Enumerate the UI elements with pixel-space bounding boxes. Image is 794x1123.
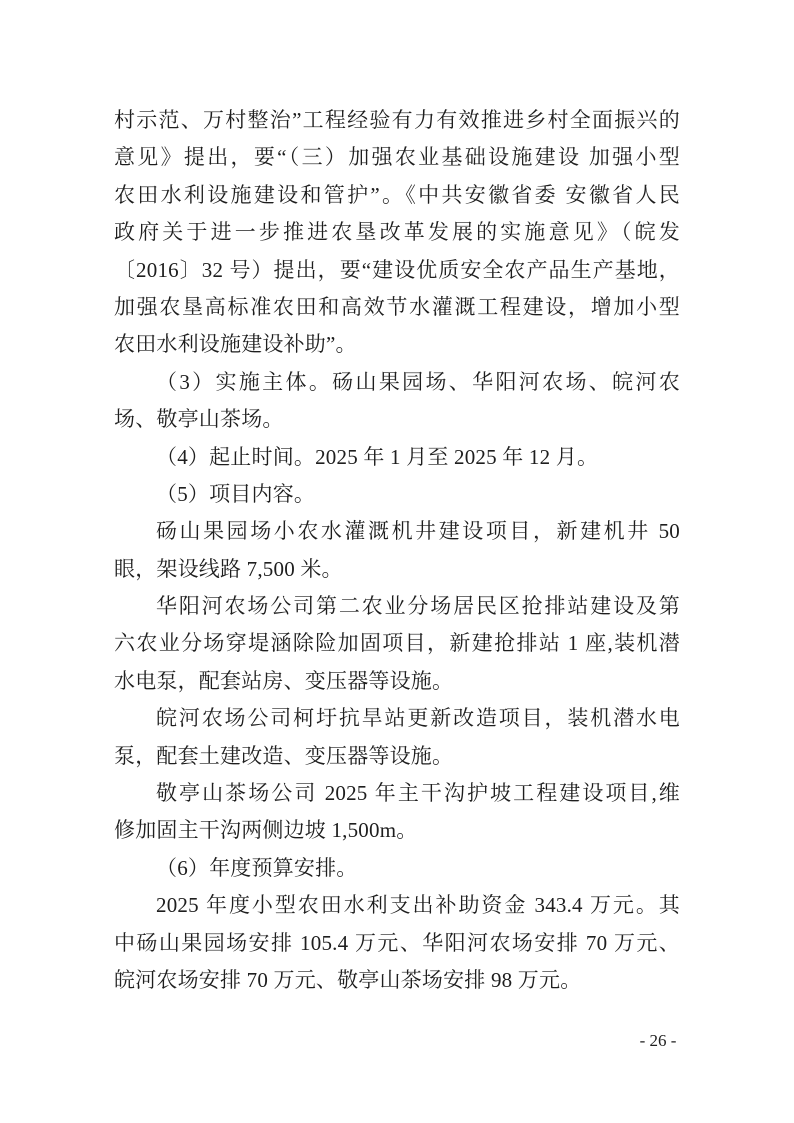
text-line: 泵，配套土建改造、变压器等设施。 [114,743,454,768]
text-line: 敬亭山茶场公司 2025 年主干沟护坡工程建设项目,维 [156,781,680,806]
page-number: - 26 - [639,1031,677,1050]
text-line: 中砀山果园场安排 105.4 万元、华阳河农场安排 70 万元、 [114,930,680,955]
text-line: 〔2016〕32 号）提出，要“建设优质安全农产品生产基地， [114,257,680,282]
text-line: 皖河农场安排 70 万元、敬亭山茶场安排 98 万元。 [114,967,582,992]
text-line: 眼，架设线路 7,500 米。 [114,556,343,581]
text-line: （6）年度预算安排。 [156,855,358,880]
text-line: 场、敬亭山茶场。 [114,407,284,432]
document-body [114,102,680,999]
text-line: 砀山果园场小农水灌溉机井建设项目，新建机井 50 [156,519,680,544]
text-line: （5）项目内容。 [156,481,316,506]
text-line: 政府关于进一步推进农垦改革发展的实施意见》（皖发 [114,220,680,245]
text-line: 2025 年度小型农田水利支出补助资金 343.4 万元。其 [156,893,680,918]
text-line: 六农业分场穿堤涵除险加固项目，新建抢排站 1 座,装机潜 [114,631,680,656]
text-line: （4）起止时间。2025 年 1 月至 2025 年 12 月。 [156,444,599,469]
text-line: 加强农垦高标准农田和高效节水灌溉工程建设，增加小型 [114,294,680,319]
text-line: 农田水利设施建设补助”。 [114,332,357,357]
text-line: 修加固主干沟两侧边坡 1,500m。 [114,818,418,843]
text-line: （3）实施主体。砀山果园场、华阳河农场、皖河农 [156,369,680,394]
text-line: 村示范、万村整治”工程经验有力有效推进乡村全面振兴的 [114,108,680,132]
text-line: 华阳河农场公司第二农业分场居民区抢排站建设及第 [156,594,680,619]
text-line: 皖河农场公司柯圩抗旱站更新改造项目，装机潜水电 [156,706,680,731]
text-line: 水电泵，配套站房、变压器等设施。 [114,668,454,693]
text-line: 意见》提出，要“（三）加强农业基础设施建设 加强小型 [114,145,680,170]
text-line: 农田水利设施建设和管护”。《中共安徽省委 安徽省人民 [114,182,680,207]
